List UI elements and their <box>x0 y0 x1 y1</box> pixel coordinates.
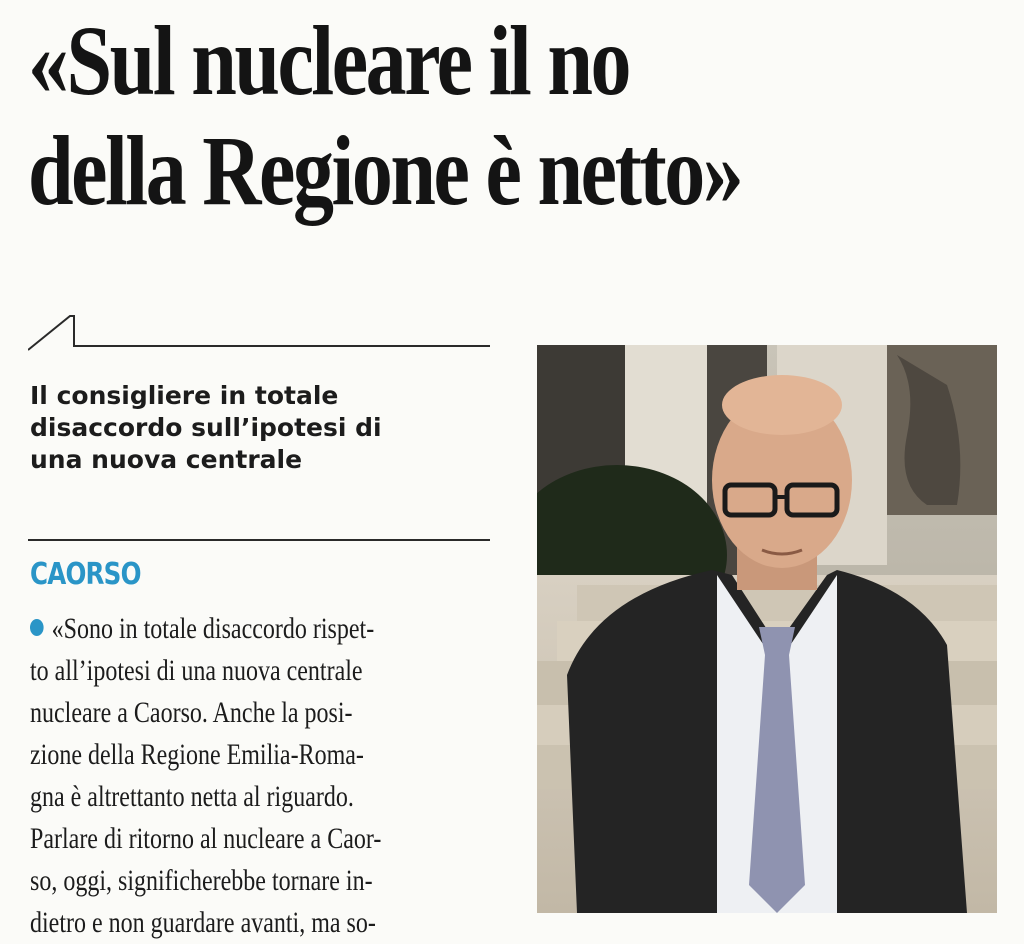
body-line: Parlare di ritorno al nucleare a Caor- <box>30 822 382 855</box>
headline-line-1: «Sul nucleare il no <box>28 5 630 116</box>
subhead-line-3: una nuova centrale <box>30 445 303 474</box>
bullet-dot-icon <box>30 619 44 636</box>
portrait-photo <box>537 345 997 913</box>
portrait-photo-icon <box>537 345 997 913</box>
body-line: dietro e non guardare avanti, ma so- <box>30 906 376 939</box>
body-line: zione della Regione Emilia-Roma- <box>30 738 364 771</box>
subheadline <box>30 380 490 476</box>
headline <box>28 6 840 226</box>
subhead-line-1: Il consigliere in totale <box>30 381 339 410</box>
body-line: gna è altrettanto netta al riguardo. <box>30 780 354 813</box>
article-body <box>30 608 510 944</box>
body-line: to all’ipotesi di una nuova centrale <box>30 654 363 687</box>
body-line: so, oggi, significherebbe tornare in- <box>30 864 373 897</box>
section-rule-decorative <box>28 312 490 352</box>
subhead-line-2: disaccordo sull’ipotesi di <box>30 413 382 442</box>
divider-rule <box>28 539 490 541</box>
dateline: CAORSO <box>30 557 141 592</box>
body-line: «Sono in totale disaccordo rispet- <box>30 608 414 650</box>
headline-line-2: della Regione è netto» <box>28 115 742 226</box>
body-line: nucleare a Caorso. Anche la posi- <box>30 696 353 729</box>
